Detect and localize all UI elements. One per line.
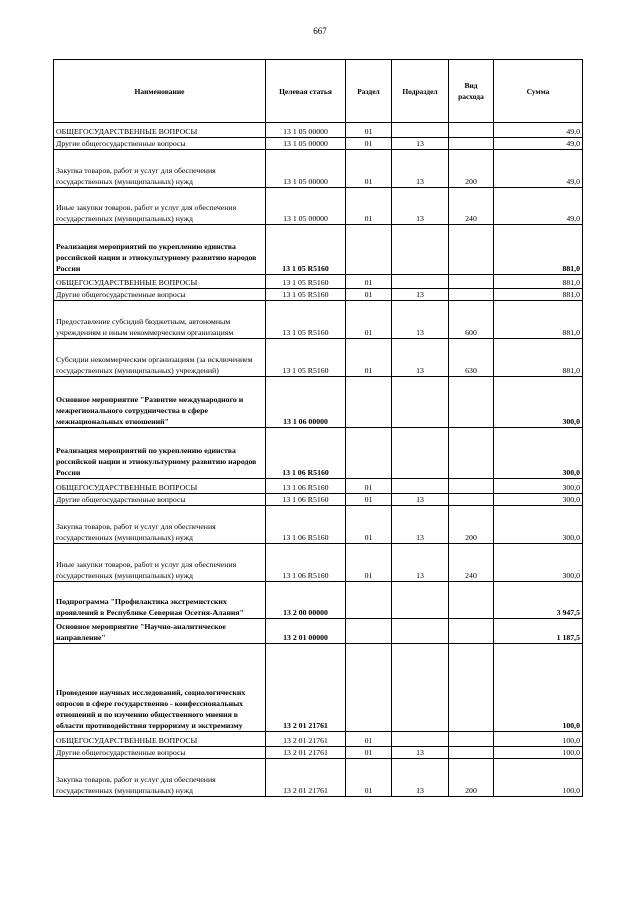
cell-sum: 881,0 [494,275,583,289]
cell-name: Проведение научных исследований, социологических опросов в сфере государственно - конфессиональных отношений и по изучению общественного мнения в области противодействия терроризму и экстремизму [54,644,266,732]
cell-kind: 200 [449,759,494,797]
table-row [54,644,583,732]
table-row [54,732,583,747]
table-row [54,619,583,644]
table-row [54,188,583,225]
cell-kind [449,138,494,150]
cell-kind [449,747,494,759]
table-row [54,339,583,377]
cell-kind [449,619,494,644]
table-row [54,377,583,428]
cell-sum: 49,0 [494,123,583,138]
cell-kind [449,582,494,619]
cell-sum: 881,0 [494,289,583,301]
cell-article: 13 1 05 R5160 [266,339,346,377]
cell-subsection [392,275,449,289]
cell-sum: 100,0 [494,759,583,797]
cell-name: Закупка товаров, работ и услуг для обеспечения государственных (муниципальных) нужд [54,150,266,188]
cell-subsection [392,644,449,732]
cell-sum: 100,0 [494,732,583,747]
cell-kind [449,428,494,479]
cell-section: 01 [346,732,392,747]
cell-subsection [392,123,449,138]
cell-sum: 300,0 [494,494,583,506]
cell-subsection [392,732,449,747]
table-row [54,301,583,339]
cell-section: 01 [346,759,392,797]
cell-section: 01 [346,275,392,289]
cell-article: 13 1 06 R5160 [266,479,346,494]
cell-article: 13 1 05 00000 [266,188,346,225]
cell-kind: 240 [449,188,494,225]
cell-name: Иные закупки товаров, работ и услуг для обеспечения государственных (муниципальных) нужд [54,188,266,225]
cell-sum: 300,0 [494,377,583,428]
cell-name: Субсидии некоммерческим организациям (за исключением государственных (муниципальных) учреждений) [54,339,266,377]
cell-name: Другие общегосударственные вопросы [54,747,266,759]
cell-name: Основное мероприятие "Развитие международного и межрегионального сотрудничества в сфере межнациональных отношений" [54,377,266,428]
cell-sum: 300,0 [494,479,583,494]
cell-sum: 300,0 [494,544,583,582]
budget-table [53,59,583,797]
cell-section: 01 [346,506,392,544]
cell-kind [449,275,494,289]
cell-article: 13 1 06 R5160 [266,544,346,582]
cell-kind: 630 [449,339,494,377]
cell-subsection: 13 [392,494,449,506]
table-row [54,506,583,544]
table-row [54,494,583,506]
cell-sum: 49,0 [494,188,583,225]
cell-kind: 200 [449,150,494,188]
cell-section [346,225,392,275]
cell-section: 01 [346,747,392,759]
table-row [54,582,583,619]
cell-subsection: 13 [392,301,449,339]
page-number: 667 [313,26,327,36]
cell-sum: 100,0 [494,644,583,732]
cell-subsection [392,619,449,644]
header-sum: Сумма [494,60,583,123]
cell-article: 13 2 01 21761 [266,747,346,759]
cell-article: 13 2 01 21761 [266,759,346,797]
cell-name: ОБЩЕГОСУДАРСТВЕННЫЕ ВОПРОСЫ [54,123,266,138]
table-row [54,138,583,150]
cell-article: 13 1 05 R5160 [266,301,346,339]
cell-section: 01 [346,544,392,582]
cell-name: Предоставление субсидий бюджетным, автономным учреждениям и иным некоммерческим организациям [54,301,266,339]
header-kind: Вид расхода [449,60,494,123]
cell-section [346,619,392,644]
cell-subsection: 13 [392,544,449,582]
cell-sum: 300,0 [494,506,583,544]
cell-article: 13 2 01 21761 [266,732,346,747]
table-body [54,123,583,797]
cell-article: 13 1 05 R5160 [266,225,346,275]
cell-kind [449,732,494,747]
cell-article: 13 1 05 00000 [266,123,346,138]
cell-article: 13 1 06 R5160 [266,506,346,544]
cell-name: Подпрограмма "Профилактика экстремистских проявлений в Республике Северная Осетия-Алания" [54,582,266,619]
cell-kind: 600 [449,301,494,339]
cell-article: 13 2 00 00000 [266,582,346,619]
header-name: Наименование [54,60,266,123]
cell-name: Другие общегосударственные вопросы [54,138,266,150]
cell-section: 01 [346,494,392,506]
cell-sum: 3 947,5 [494,582,583,619]
cell-sum: 881,0 [494,339,583,377]
cell-kind [449,644,494,732]
cell-kind [449,225,494,275]
table-row [54,150,583,188]
cell-article: 13 1 05 R5160 [266,275,346,289]
table-row [54,747,583,759]
cell-subsection: 13 [392,188,449,225]
cell-article: 13 1 05 00000 [266,150,346,188]
cell-section: 01 [346,301,392,339]
cell-subsection: 13 [392,747,449,759]
cell-subsection [392,428,449,479]
cell-kind [449,494,494,506]
cell-section: 01 [346,138,392,150]
cell-subsection [392,582,449,619]
table-row [54,123,583,138]
cell-name: Реализация мероприятий по укреплению единства российской нации и этнокультурному развитию народов России [54,225,266,275]
cell-subsection: 13 [392,759,449,797]
cell-name: Другие общегосударственные вопросы [54,289,266,301]
cell-section: 01 [346,188,392,225]
cell-name: Иные закупки товаров, работ и услуг для обеспечения государственных (муниципальных) нужд [54,544,266,582]
cell-section: 01 [346,289,392,301]
cell-subsection [392,225,449,275]
cell-sum: 300,0 [494,428,583,479]
cell-subsection: 13 [392,506,449,544]
cell-subsection: 13 [392,289,449,301]
cell-section [346,644,392,732]
cell-kind [449,377,494,428]
header-subsection: Подраздел [392,60,449,123]
cell-kind [449,479,494,494]
table-row [54,479,583,494]
header-section: Раздел [346,60,392,123]
cell-kind: 200 [449,506,494,544]
cell-section: 01 [346,479,392,494]
cell-name: Реализация мероприятий по укреплению единства российской нации и этнокультурному развитию народов России [54,428,266,479]
cell-article: 13 2 01 21761 [266,644,346,732]
cell-section: 01 [346,150,392,188]
cell-section [346,428,392,479]
cell-sum: 100,0 [494,747,583,759]
table-row [54,759,583,797]
cell-subsection: 13 [392,150,449,188]
cell-name: ОБЩЕГОСУДАРСТВЕННЫЕ ВОПРОСЫ [54,479,266,494]
cell-article: 13 1 05 00000 [266,138,346,150]
cell-sum: 881,0 [494,225,583,275]
table-header [54,60,583,123]
cell-name: Основное мероприятие "Научно-аналитическое направление" [54,619,266,644]
cell-subsection: 13 [392,339,449,377]
cell-article: 13 2 01 00000 [266,619,346,644]
table-row [54,428,583,479]
header-article: Целевая статья [266,60,346,123]
cell-section [346,582,392,619]
cell-article: 13 1 05 R5160 [266,289,346,301]
cell-article: 13 1 06 R5160 [266,428,346,479]
cell-name: ОБЩЕГОСУДАРСТВЕННЫЕ ВОПРОСЫ [54,275,266,289]
cell-article: 13 1 06 R5160 [266,494,346,506]
cell-kind [449,123,494,138]
cell-kind: 240 [449,544,494,582]
cell-sum: 1 187,5 [494,619,583,644]
table-row [54,225,583,275]
cell-section: 01 [346,339,392,377]
cell-sum: 49,0 [494,150,583,188]
cell-subsection [392,479,449,494]
cell-subsection: 13 [392,138,449,150]
table-row [54,544,583,582]
cell-section [346,377,392,428]
cell-subsection [392,377,449,428]
cell-sum: 49,0 [494,138,583,150]
cell-name: Закупка товаров, работ и услуг для обеспечения государственных (муниципальных) нужд [54,759,266,797]
cell-name: Другие общегосударственные вопросы [54,494,266,506]
cell-name: Закупка товаров, работ и услуг для обеспечения государственных (муниципальных) нужд [54,506,266,544]
table-row [54,275,583,289]
cell-sum: 881,0 [494,301,583,339]
table-row [54,289,583,301]
cell-article: 13 1 06 00000 [266,377,346,428]
cell-name: ОБЩЕГОСУДАРСТВЕННЫЕ ВОПРОСЫ [54,732,266,747]
cell-kind [449,289,494,301]
cell-section: 01 [346,123,392,138]
